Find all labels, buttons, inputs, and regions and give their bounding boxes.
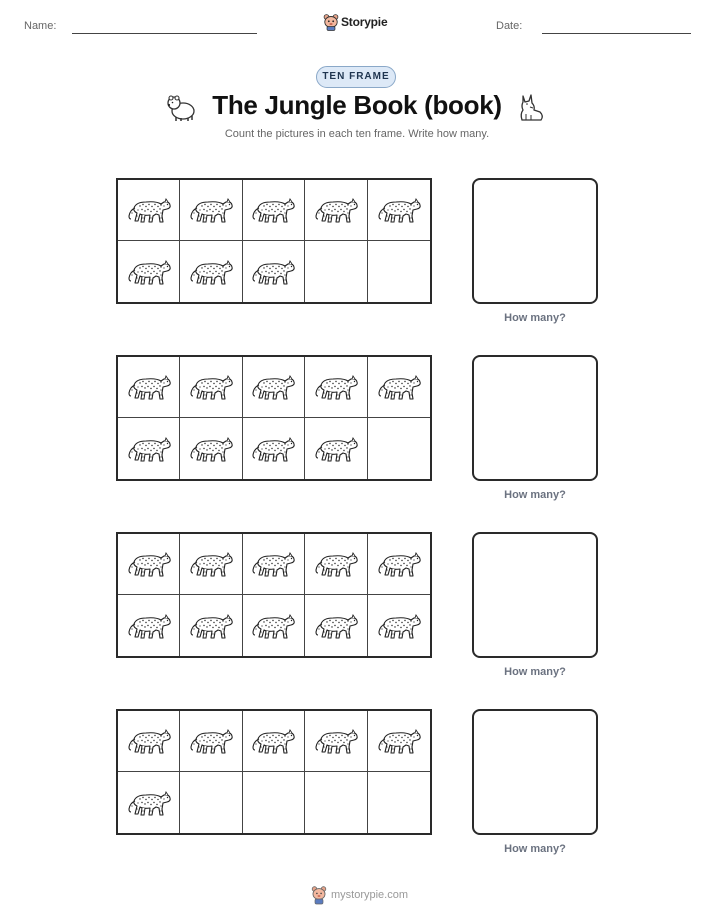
cheetah-icon xyxy=(376,371,422,403)
ten-frame-cell xyxy=(368,180,430,241)
ten-frame-cell xyxy=(243,180,305,241)
ten-frame-cell xyxy=(243,595,305,656)
cheetah-icon xyxy=(126,194,172,226)
how-many-label-2: How many? xyxy=(504,489,566,501)
ten-frame-cell xyxy=(243,241,305,302)
cheetah-icon xyxy=(188,256,234,288)
footer xyxy=(310,885,410,905)
ten-frame-cell xyxy=(243,772,305,833)
ten-frame-cell xyxy=(180,711,242,772)
ten-frame-cell xyxy=(305,180,367,241)
cheetah-icon xyxy=(313,725,359,757)
cheetah-icon xyxy=(313,548,359,580)
date-label: Date: xyxy=(496,20,523,32)
how-many-label-3: How many? xyxy=(504,666,566,678)
ten-frame-cell xyxy=(118,534,180,595)
cheetah-icon xyxy=(126,256,172,288)
ten-frame-cell xyxy=(368,357,430,418)
cheetah-icon xyxy=(250,548,296,580)
ten-frame-cell xyxy=(180,180,242,241)
page-title: The Jungle Book (book) xyxy=(212,90,502,120)
ten-frame-cell xyxy=(243,418,305,479)
ten-frame-cell xyxy=(180,418,242,479)
cheetah-icon xyxy=(376,548,422,580)
ten-frame-cell xyxy=(118,241,180,302)
ten-frame-cell xyxy=(243,534,305,595)
brand-name: Storypie xyxy=(341,15,388,29)
ten-frame-cell xyxy=(368,534,430,595)
cheetah-icon xyxy=(126,725,172,757)
ten-frame-cell xyxy=(368,241,430,302)
ten-frame-cell xyxy=(243,357,305,418)
cheetah-icon xyxy=(376,610,422,642)
ten-frame-cell xyxy=(118,418,180,479)
ten-frame-1 xyxy=(116,178,432,304)
ten-frame-cell xyxy=(305,418,367,479)
ten-frame-cell xyxy=(180,595,242,656)
storypie-bear-icon xyxy=(322,13,340,31)
ten-frame-cell xyxy=(368,595,430,656)
ten-frame-2 xyxy=(116,355,432,481)
date-line[interactable] xyxy=(542,33,691,34)
cheetah-icon xyxy=(376,194,422,226)
name-line[interactable] xyxy=(72,33,257,34)
answer-box-2[interactable] xyxy=(472,355,598,481)
ten-frame-cell xyxy=(180,772,242,833)
ten-frame-badge: TEN FRAME xyxy=(316,66,396,88)
storypie-bear-icon xyxy=(310,885,328,905)
ten-frame-cell xyxy=(243,711,305,772)
cheetah-icon xyxy=(188,548,234,580)
ten-frame-cell xyxy=(305,595,367,656)
cheetah-icon xyxy=(188,194,234,226)
cheetah-icon xyxy=(313,433,359,465)
cheetah-icon xyxy=(250,433,296,465)
ten-frame-cell xyxy=(368,772,430,833)
cheetah-icon xyxy=(250,371,296,403)
cheetah-icon xyxy=(126,548,172,580)
cheetah-icon xyxy=(313,371,359,403)
cheetah-icon xyxy=(126,610,172,642)
ten-frame-cell xyxy=(118,180,180,241)
ten-frame-cell xyxy=(305,711,367,772)
cheetah-icon xyxy=(188,371,234,403)
ten-frame-cell xyxy=(180,241,242,302)
cheetah-icon xyxy=(126,433,172,465)
instructions: Count the pictures in each ten frame. Write how many. xyxy=(224,128,490,140)
ten-frame-cell xyxy=(305,241,367,302)
answer-box-4[interactable] xyxy=(472,709,598,835)
footer-url: mystorypie.com xyxy=(331,889,409,901)
ten-frame-cell xyxy=(118,772,180,833)
answer-box-3[interactable] xyxy=(472,532,598,658)
ten-frame-cell xyxy=(305,534,367,595)
brand-logo xyxy=(322,13,392,31)
cheetah-icon xyxy=(376,725,422,757)
ten-frame-cell xyxy=(118,711,180,772)
cheetah-icon xyxy=(313,194,359,226)
ten-frame-cell xyxy=(305,772,367,833)
ten-frame-cell xyxy=(118,357,180,418)
ten-frame-cell xyxy=(368,711,430,772)
ten-frame-3 xyxy=(116,532,432,658)
cheetah-icon xyxy=(188,610,234,642)
ten-frame-cell xyxy=(368,418,430,479)
cheetah-icon xyxy=(313,610,359,642)
ten-frame-cell xyxy=(305,357,367,418)
ten-frame-cell xyxy=(118,595,180,656)
cheetah-icon xyxy=(126,787,172,819)
cheetah-icon xyxy=(250,194,296,226)
cheetah-icon xyxy=(188,725,234,757)
cheetah-icon xyxy=(188,433,234,465)
ten-frame-4 xyxy=(116,709,432,835)
cheetah-icon xyxy=(250,610,296,642)
wolf-icon xyxy=(514,92,546,122)
name-label: Name: xyxy=(24,20,57,32)
how-many-label-4: How many? xyxy=(504,843,566,855)
how-many-label-1: How many? xyxy=(504,312,566,324)
cheetah-icon xyxy=(126,371,172,403)
cheetah-icon xyxy=(250,256,296,288)
ten-frame-cell xyxy=(180,357,242,418)
cheetah-icon xyxy=(250,725,296,757)
ten-frame-cell xyxy=(180,534,242,595)
answer-box-1[interactable] xyxy=(472,178,598,304)
